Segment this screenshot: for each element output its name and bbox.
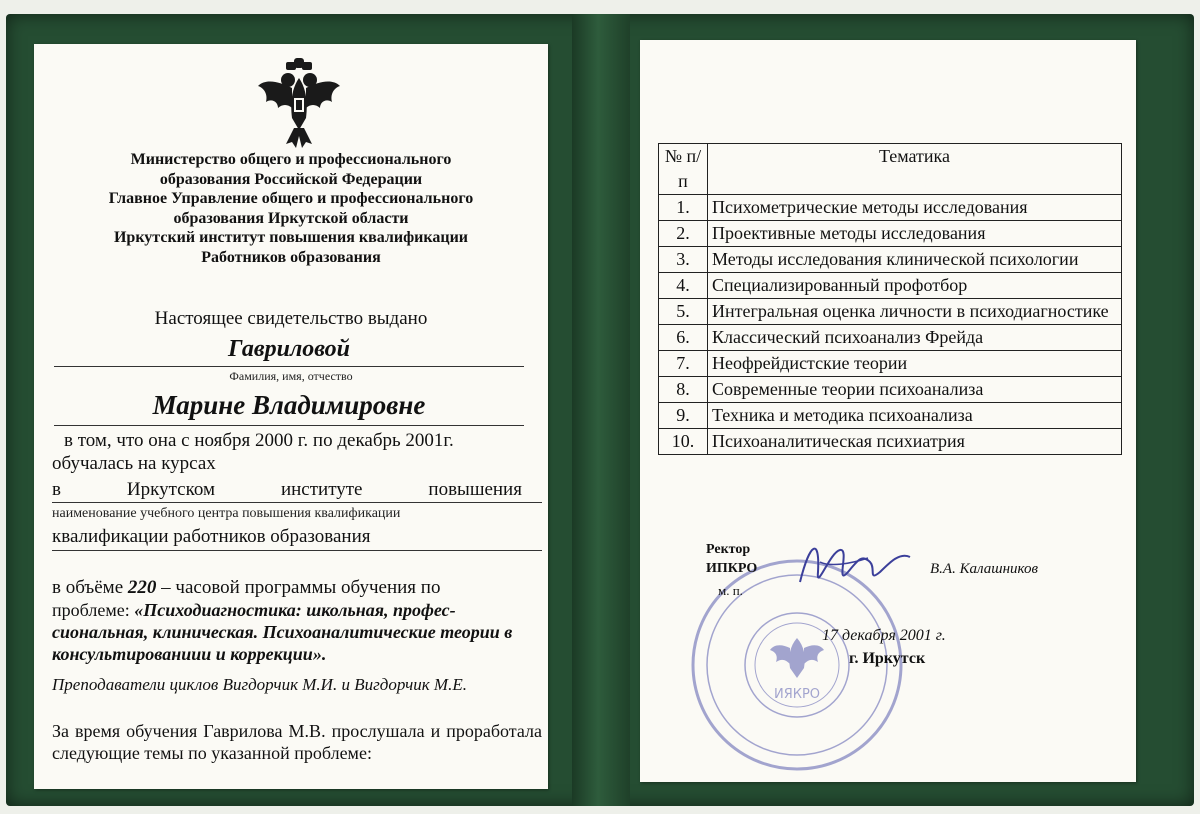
institute-line — [52, 478, 542, 503]
topic-number: 1. — [659, 195, 708, 221]
table-row — [659, 247, 1122, 273]
table-row — [659, 403, 1122, 429]
teachers: Преподаватели циклов Вигдорчик М.И. и Вигдорчик М.Е. — [52, 675, 467, 694]
header-topic: Тематика — [708, 144, 1122, 195]
ministry-line: Главное Управление общего и профессионального — [108, 190, 474, 207]
stamp-place-label: м. п. — [718, 583, 743, 598]
problem-label: проблеме: — [52, 600, 135, 620]
institute-word: Иркутском — [126, 479, 216, 500]
institute-word: повышения — [428, 479, 522, 500]
ministry-line: образования Российской Федерации — [159, 170, 423, 188]
program-problem — [52, 599, 542, 665]
table-row — [659, 195, 1122, 221]
topic-number: 3. — [659, 247, 708, 273]
right-page — [640, 40, 1136, 782]
topic-title: Методы исследования клинической психологии — [708, 247, 1122, 273]
during-study-text: За время обучения Гаврилова М.В. прослушала и проработала следующие темы по указанной проблеме: — [52, 721, 542, 763]
topics-table — [658, 143, 1122, 455]
topic-number: 5. — [659, 299, 708, 325]
rector-title-line: ИПКРО — [706, 561, 758, 576]
topic-number: 2. — [659, 221, 708, 247]
program-prefix: в объёме — [52, 577, 128, 598]
program-suffix: – часовой программы обучения по — [156, 577, 441, 598]
cover-spine — [572, 14, 630, 806]
institute-caption: наименование учебного центра повышения квалификации — [52, 506, 401, 521]
institute-name-rest: квалификации работников образования — [52, 524, 542, 551]
topic-title: Современные теории психоанализа — [708, 377, 1122, 403]
program-hours: 220 — [127, 577, 157, 598]
topic-number: 10. — [659, 429, 708, 455]
table-row — [659, 273, 1122, 299]
stamp-center-text: ИЯКРО — [773, 687, 821, 702]
courses-line: обучалась на курсах — [52, 453, 216, 474]
topic-title: Проективные методы исследования — [708, 221, 1122, 247]
table-row — [659, 299, 1122, 325]
table-row — [659, 429, 1122, 455]
table-header-row — [659, 144, 1122, 195]
topic-title: Классический психоанализ Фрейда — [708, 325, 1122, 351]
program-hours-line — [52, 576, 534, 599]
topic-title: Специализированный профотбор — [708, 273, 1122, 299]
rector-title — [706, 540, 757, 578]
topic-number: 9. — [659, 403, 708, 429]
fio-caption: Фамилия, имя, отчество — [229, 369, 353, 383]
ministry-line: образования Иркутской области — [173, 209, 409, 227]
topic-number: 7. — [659, 351, 708, 377]
table-row — [659, 351, 1122, 377]
ministry-line: Работников образования — [201, 248, 381, 266]
table-row — [659, 325, 1122, 351]
study-period: в том, что она с ноября 2000 г. по декабрь 2001г. — [64, 430, 454, 451]
sign-city: г. Иркутск — [849, 650, 926, 667]
topic-title: Неофрейдистские теории — [708, 351, 1122, 377]
recipient-given-names: Марине Владимировне — [54, 387, 524, 426]
topic-title: Психоаналитическая психиатрия — [708, 429, 1122, 455]
ministry-line: Министерство общего и профессионального — [130, 151, 452, 168]
ministry-header — [34, 150, 548, 267]
topic-title: Интегральная оценка личности в психодиагностике — [708, 299, 1122, 325]
problem-title: «Психодиагностика: школьная, профес-сиональная, клиническая. Психоаналитические теории в консультированиии и коррекции». — [52, 600, 513, 664]
issued-intro: Настоящее свидетельство выдано — [154, 308, 428, 329]
rector-title-line: Ректор — [706, 542, 751, 557]
sign-date: 17 декабря 2001 г. — [822, 627, 946, 644]
institute-word: в — [52, 479, 61, 500]
recipient-surname: Гавриловой — [54, 334, 524, 367]
ministry-line: Иркутский институт повышения квалификации — [113, 229, 469, 246]
table-row — [659, 221, 1122, 247]
rector-name: В.А. Калашников — [930, 561, 1038, 577]
topic-number: 6. — [659, 325, 708, 351]
topic-title: Психометрические методы исследования — [708, 195, 1122, 221]
rector-signature — [790, 532, 920, 602]
left-page — [34, 44, 548, 789]
coat-of-arms-icon — [256, 58, 342, 150]
topics-body — [659, 195, 1122, 455]
header-num: № п/п — [659, 144, 708, 195]
table-row — [659, 377, 1122, 403]
topic-title: Техника и методика психоанализа — [708, 403, 1122, 429]
topic-number: 4. — [659, 273, 708, 299]
topic-number: 8. — [659, 377, 708, 403]
institute-word: институте — [280, 479, 363, 500]
